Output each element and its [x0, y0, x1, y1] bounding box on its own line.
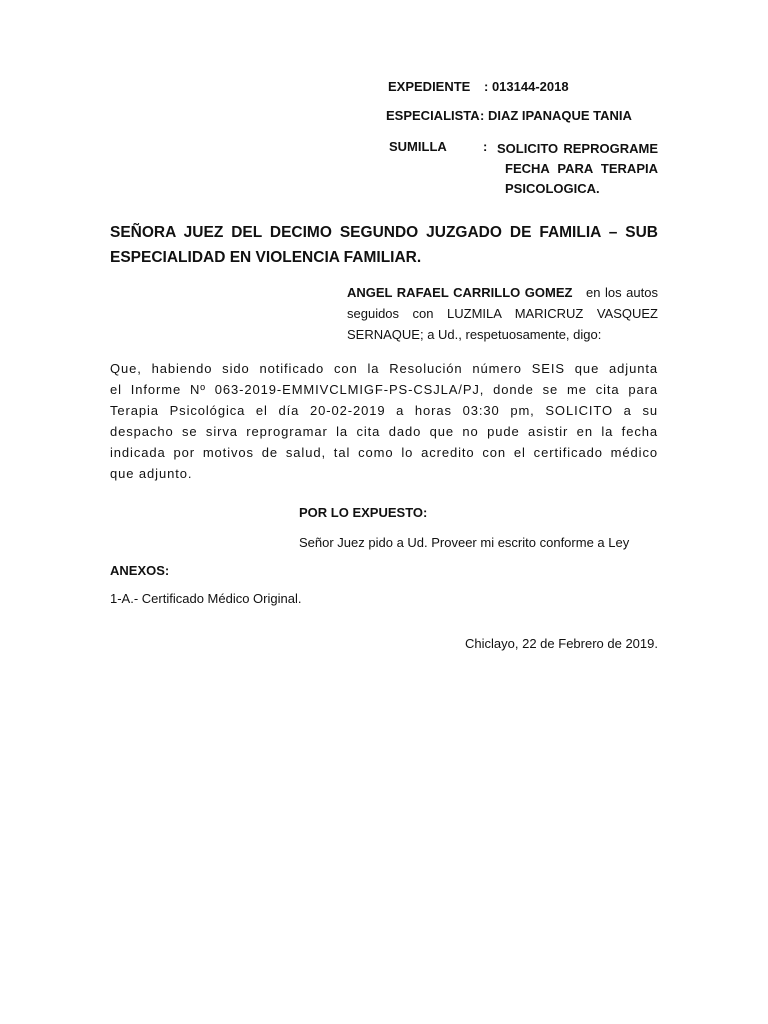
- expediente-label: EXPEDIENTE: [388, 79, 471, 94]
- date-line: Chiclayo, 22 de Febrero de 2019.: [465, 636, 658, 651]
- addressee: [110, 220, 658, 270]
- sumilla-line: PSICOLOGICA.: [505, 181, 600, 196]
- especialista-value: : DIAZ IPANAQUE TANIA: [480, 108, 632, 123]
- body-paragraph: [110, 358, 658, 484]
- sumilla-line: SOLICITO REPROGRAME: [497, 141, 658, 156]
- body-line: indicada por motivos de salud, tal como lo acredito con el certificado médico: [110, 445, 658, 460]
- petitioner-line: [347, 282, 658, 303]
- body-line: Que, habiendo sido notificado con la Resolución número SEIS que adjunta: [110, 361, 658, 376]
- petition-text: Señor Juez pido a Ud. Proveer mi escrito conforme a Ley: [299, 535, 630, 550]
- addressee-line: ESPECIALIDAD EN VIOLENCIA FAMILIAR.: [110, 249, 422, 266]
- addressee-line: SEÑORA JUEZ DEL DECIMO SEGUNDO JUZGADO DE FAMILIA – SUB: [110, 224, 658, 241]
- petitioner-line1-rest: en los autos: [586, 285, 658, 300]
- sumilla-colon: :: [483, 139, 488, 154]
- body-line: el Informe Nº 063-2019-EMMIVCLMIGF-PS-CSJLA/PJ, donde se me cita para: [110, 382, 658, 397]
- petitioner-line: seguidos con LUZMILA MARICRUZ VASQUEZ: [347, 306, 658, 321]
- petitioner-intro: [347, 282, 658, 345]
- por-lo-expuesto-heading: POR LO EXPUESTO:: [299, 505, 428, 520]
- anexos-heading: ANEXOS:: [110, 563, 170, 578]
- petitioner-surname: SERNAQUE;: [347, 327, 424, 342]
- petitioner-line3-rest: a Ud., respetuosamente, digo:: [423, 327, 602, 342]
- expediente-row: [388, 79, 569, 94]
- body-line: despacho se sirva reprogramar la cita dado que no pude asistir en la fecha: [110, 424, 658, 439]
- body-line: Terapia Psicológica el día 20-02-2019 a horas 03:30 pm, SOLICITO a su: [110, 403, 658, 418]
- sumilla-line: FECHA PARA TERAPIA: [505, 161, 658, 176]
- expediente-value: : 013144-2018: [484, 79, 569, 94]
- sumilla-text: [497, 139, 658, 199]
- anexo-item: 1-A.- Certificado Médico Original.: [110, 591, 302, 606]
- especialista-label: ESPECIALISTA: [386, 108, 480, 123]
- petitioner-name: ANGEL RAFAEL CARRILLO GOMEZ: [347, 285, 573, 300]
- body-line: que adjunto.: [110, 466, 193, 481]
- sumilla-label: SUMILLA: [389, 139, 447, 154]
- especialista-row: [386, 108, 632, 123]
- petitioner-line: [347, 324, 658, 345]
